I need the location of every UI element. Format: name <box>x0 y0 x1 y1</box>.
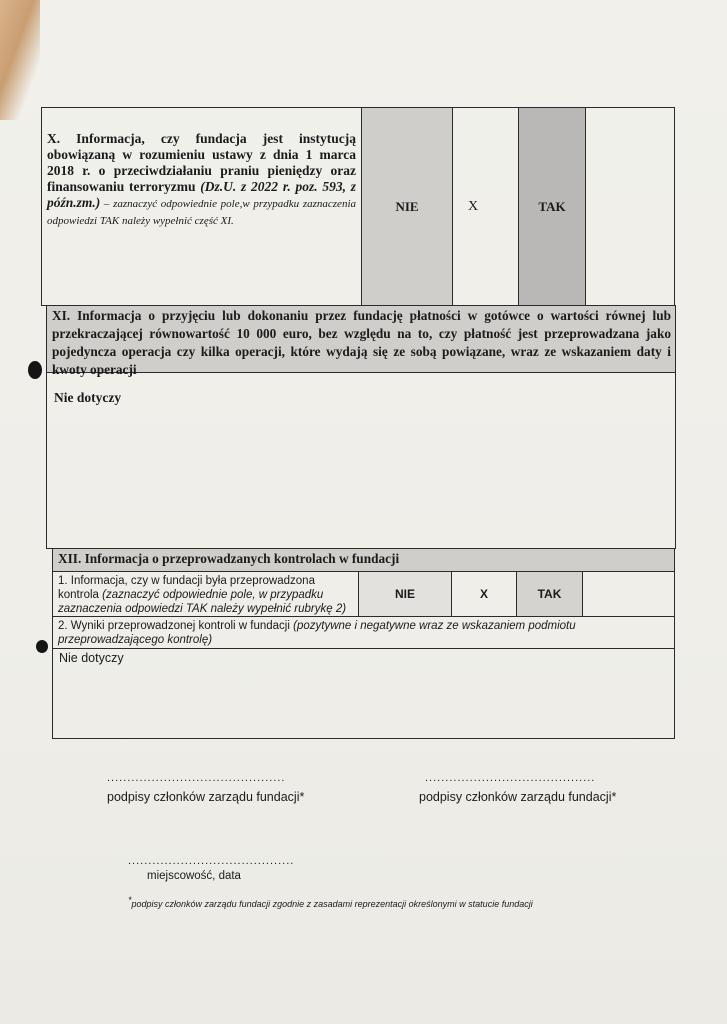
footnote-text: podpisy członków zarządu fundacji zgodnie z zasadami reprezentacji określonymi w statucie fundacji <box>131 899 533 909</box>
section-x-title: X. Informacja, czy fundacja jest instytucją obowiązaną w rozumieniu ustawy z dnia 1 marca 2018 r. o przeciwdziałaniu praniu pieniędzy oraz finansowaniu terroryzmu <box>47 131 356 194</box>
section-x-legal-ref: (Dz.U. z 2022 r. poz. 593, z późn.zm.) <box>47 179 356 210</box>
section-xii-item1 <box>58 574 354 616</box>
section-x-tak-label: TAK <box>538 198 566 214</box>
section-xii-tak-label: TAK <box>537 587 562 601</box>
punch-hole-lower <box>36 640 48 653</box>
footnote-star: * <box>128 895 132 905</box>
section-xii-nie-label: NIE <box>394 587 415 601</box>
section-x-instruction: – zaznaczyć odpowiednie pole,w przypadku zaznaczenia odpowiedzi TAK należy wypełnić część XI. <box>47 198 356 227</box>
section-xii-item2-note: (pozytywne i negatywne wraz ze wskazaniem podmiotu przeprowadzającego kontrolę) <box>58 620 576 646</box>
section-xii-content[interactable]: Nie dotyczy <box>59 651 124 665</box>
section-xii-tak-checkbox[interactable] <box>583 572 674 616</box>
punch-hole-upper <box>28 361 42 379</box>
section-x-nie-label: NIE <box>395 198 419 214</box>
section-xi-content[interactable]: Nie dotyczy <box>54 390 122 405</box>
section-xii-item1-note: (zaznaczyć odpowiednie pole, w przypadku zaznaczenia odpowiedzi TAK należy wypełnić rubrykę 2) <box>58 589 347 615</box>
section-x-question <box>47 131 356 229</box>
footnote <box>128 895 533 909</box>
section-x-tak-checkbox[interactable] <box>586 108 674 305</box>
place-date-label: miejscowość, data <box>147 870 241 882</box>
section-xii-item2 <box>58 619 670 647</box>
section-x-nie-checkbox[interactable]: X <box>467 198 479 214</box>
signature-line-left: ............................................ <box>107 772 286 784</box>
signature-line-right: .......................................... <box>425 772 596 784</box>
section-xii-header: XII. Informacja o przeprowadzanych kontrolach w fundacji <box>58 551 400 566</box>
paper-corner-shadow <box>0 0 40 120</box>
signature-label-right: podpisy członków zarządu fundacji* <box>419 790 617 804</box>
section-xi-header: XI. Informacja o przyjęciu lub dokonaniu przez fundację płatności w gotówce o wartości równej lub przekraczającej równowartość 10 000 euro, bez względu na to, czy płatność jest przeprowadzana jako pojedyncza operacja czy kilka operacji, które wydają się ze sobą powiązane, wraz ze wskazaniem daty i kwoty operacji <box>52 308 671 377</box>
section-xii-nie-checkbox[interactable]: X <box>479 587 488 601</box>
section-xii-item1-text: 1. Informacja, czy w fundacji była przeprowadzona kontrola <box>58 575 315 601</box>
section-xii-item2-text: 2. Wyniki przeprowadzonej kontroli w fundacji <box>58 620 294 632</box>
signature-label-left: podpisy członków zarządu fundacji* <box>107 790 305 804</box>
place-date-line: ......................................... <box>128 855 295 867</box>
